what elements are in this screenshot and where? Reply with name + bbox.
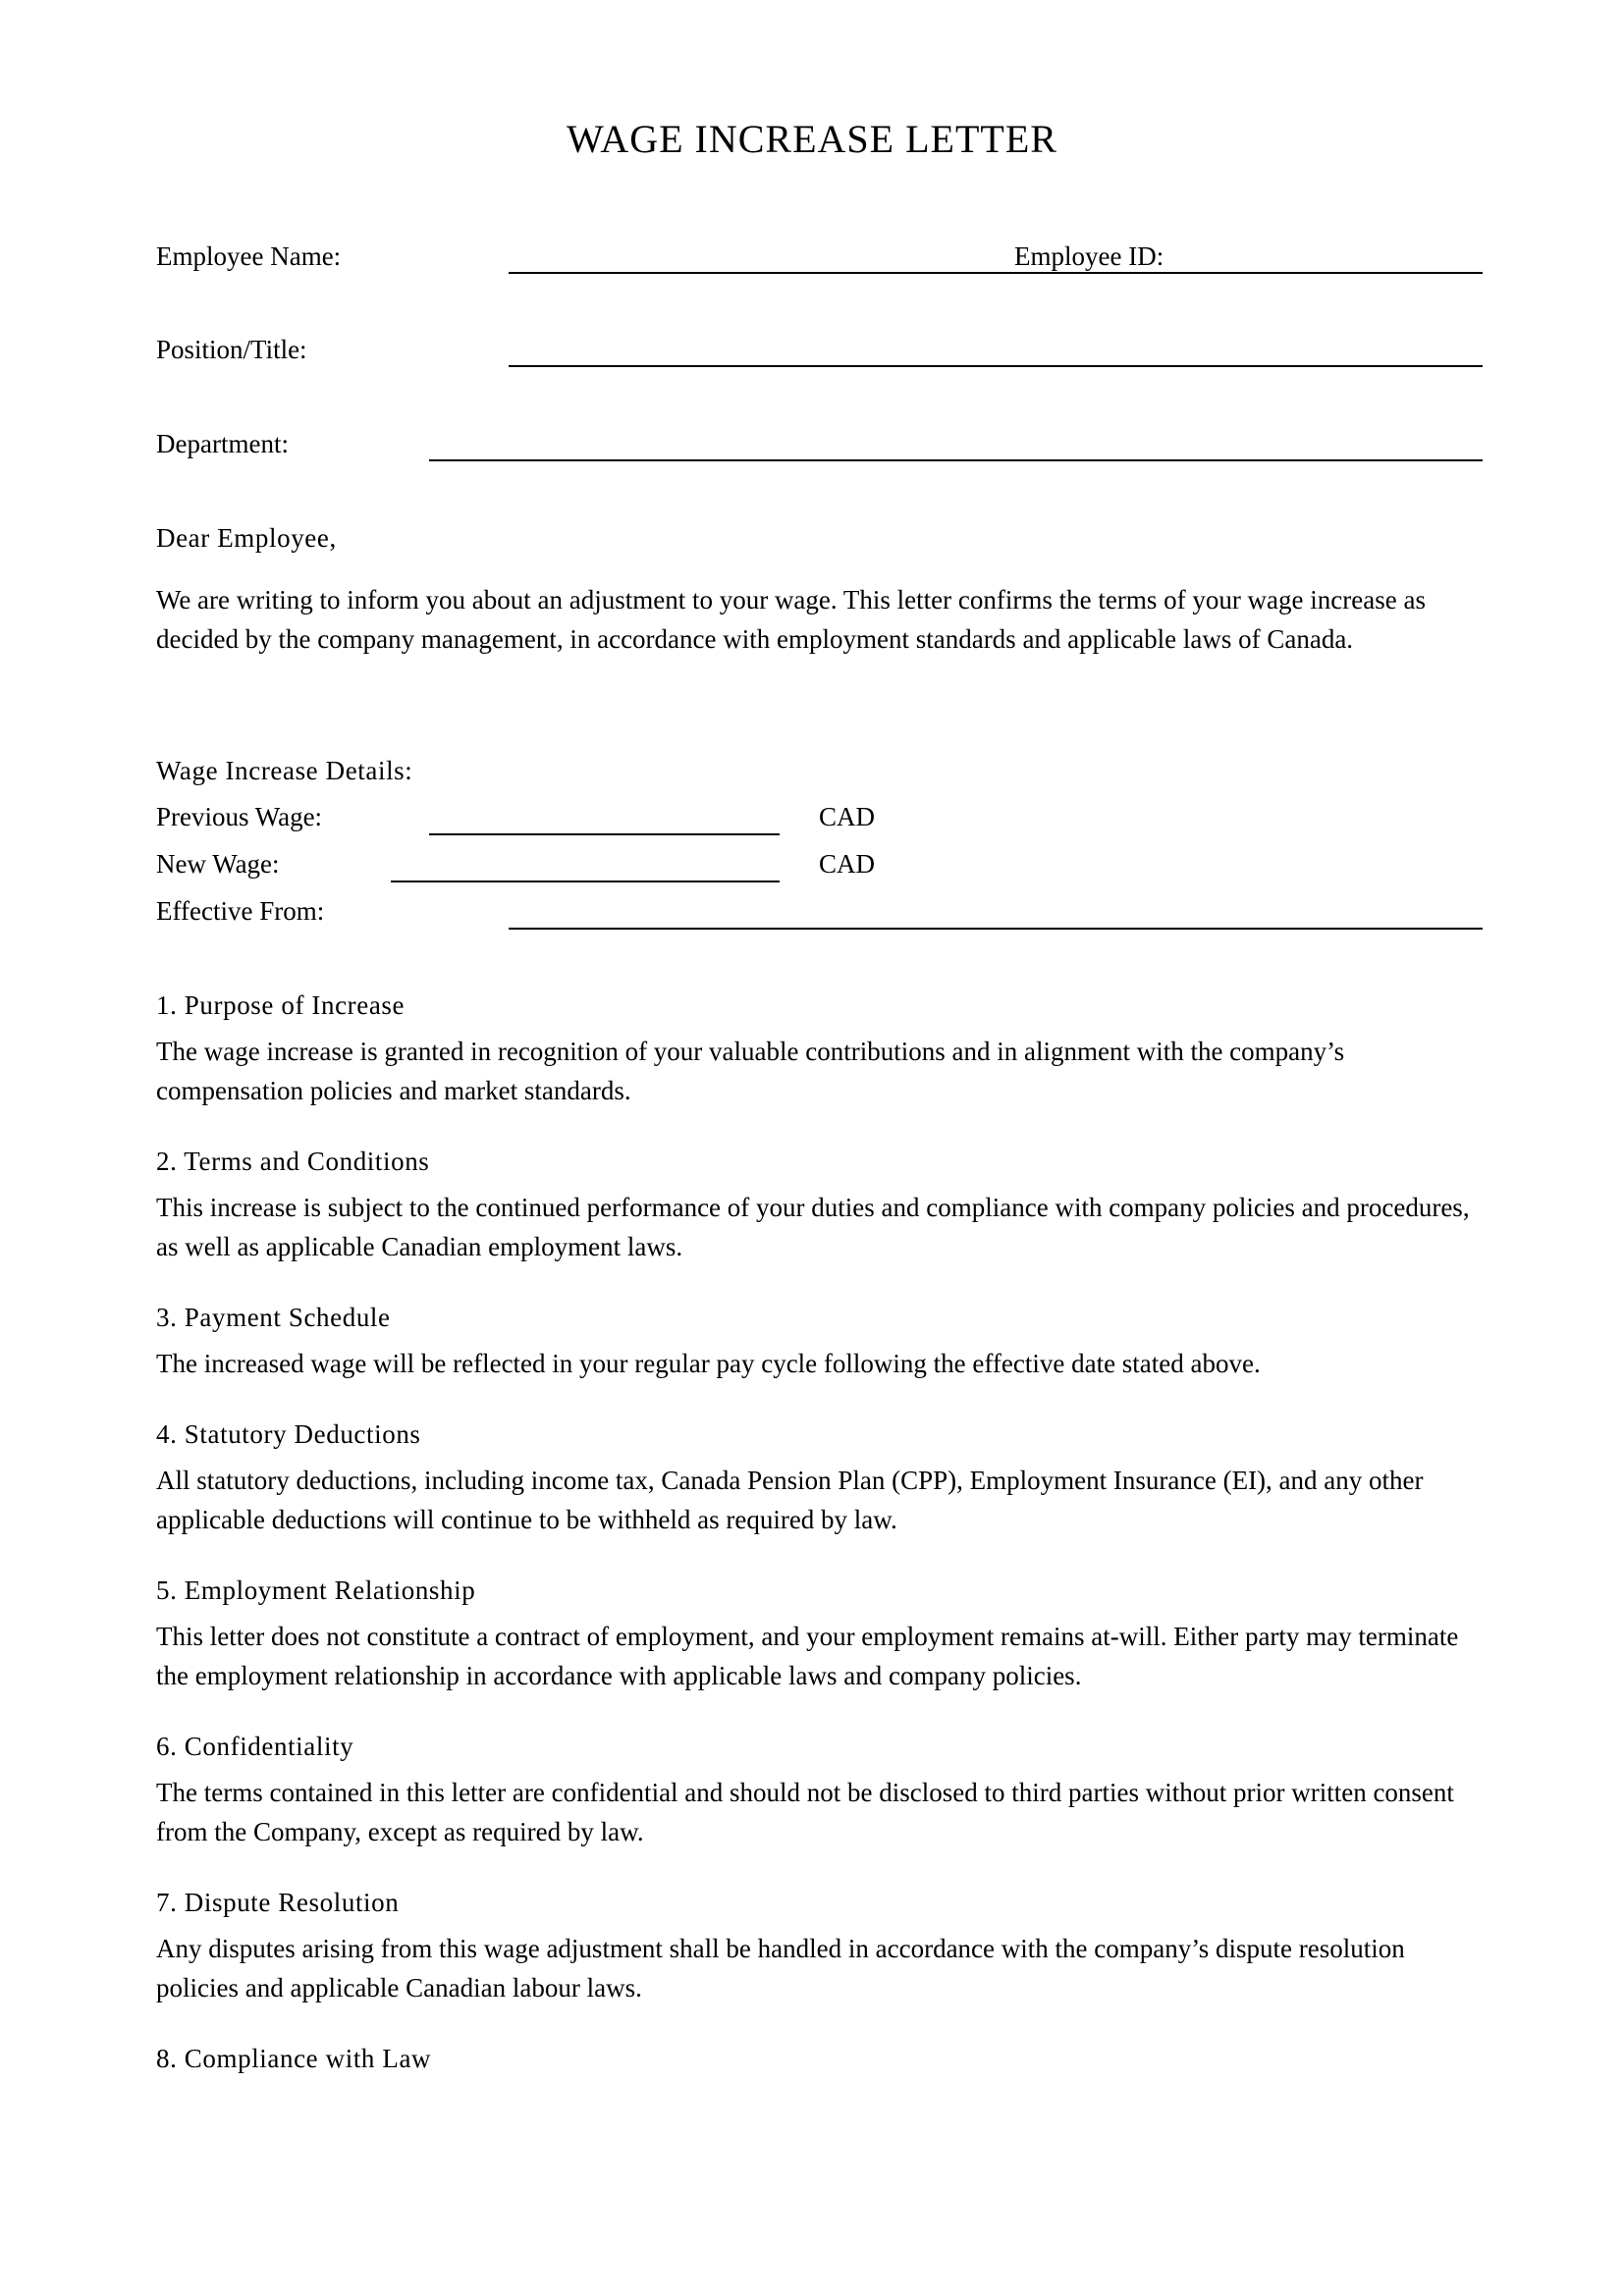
effective-from-label: Effective From: — [156, 896, 325, 926]
document-title: WAGE INCREASE LETTER — [567, 117, 1057, 161]
section-body: This increase is subject to the continued performance of your duties and compliance with company policies and procedures, as well as applicable Canadian employment laws. — [156, 1193, 1470, 1261]
new-wage-label: New Wage: — [156, 849, 280, 879]
section-heading: 4. Statutory Deductions — [156, 1419, 421, 1449]
greeting: Dear Employee, — [156, 523, 337, 553]
effective-from-field[interactable] — [509, 928, 1483, 930]
previous-wage-currency: CAD — [819, 802, 876, 831]
department-label: Department: — [156, 429, 289, 458]
new-wage-field[interactable] — [391, 881, 780, 882]
department-field[interactable] — [429, 459, 1483, 461]
section-body: All statutory deductions, including income tax, Canada Pension Plan (CPP), Employment Insurance (EI), and any other applicable deductions will continue to be withheld as required by law. — [156, 1466, 1424, 1534]
position-field[interactable] — [509, 365, 1483, 367]
section-heading: 1. Purpose of Increase — [156, 990, 406, 1020]
section-heading: 3. Payment Schedule — [156, 1303, 391, 1332]
section-heading: 5. Employment Relationship — [156, 1575, 476, 1605]
section-body: This letter does not constitute a contract of employment, and your employment remains at-will. Either party may terminate the employment relationship in accordance with applicable laws and company policies. — [156, 1622, 1459, 1690]
intro-paragraph: We are writing to inform you about an adjustment to your wage. This letter confirms the terms of your wage increase as decided by the company management, in accordance with employment standards and applicable laws of Canada. — [156, 585, 1426, 654]
section-heading: 8. Compliance with Law — [156, 2044, 432, 2073]
employee-name-field[interactable] — [509, 272, 1483, 274]
section-body: The wage increase is granted in recognition of your valuable contributions and in alignment with the company’s compensation policies and market standards. — [156, 1037, 1345, 1105]
previous-wage-label: Previous Wage: — [156, 802, 323, 831]
section-heading: 7. Dispute Resolution — [156, 1888, 400, 1917]
previous-wage-field[interactable] — [429, 833, 780, 835]
section-body: Any disputes arising from this wage adjustment shall be handled in accordance with the company’s dispute resolution policies and applicable Canadian labour laws. — [156, 1934, 1405, 2002]
position-label: Position/Title: — [156, 335, 307, 364]
section-body: The terms contained in this letter are confidential and should not be disclosed to third parties without prior written consent from the Company, except as required by law. — [156, 1778, 1454, 1846]
section-heading: 2. Terms and Conditions — [156, 1147, 430, 1176]
new-wage-currency: CAD — [819, 849, 876, 879]
section-body: The increased wage will be reflected in your regular pay cycle following the effective date stated above. — [156, 1349, 1261, 1378]
section-heading: 6. Confidentiality — [156, 1732, 354, 1761]
employee-name-label: Employee Name: — [156, 241, 342, 271]
employee-id-label: Employee ID: — [1014, 241, 1164, 271]
wage-details-heading: Wage Increase Details: — [156, 756, 413, 785]
